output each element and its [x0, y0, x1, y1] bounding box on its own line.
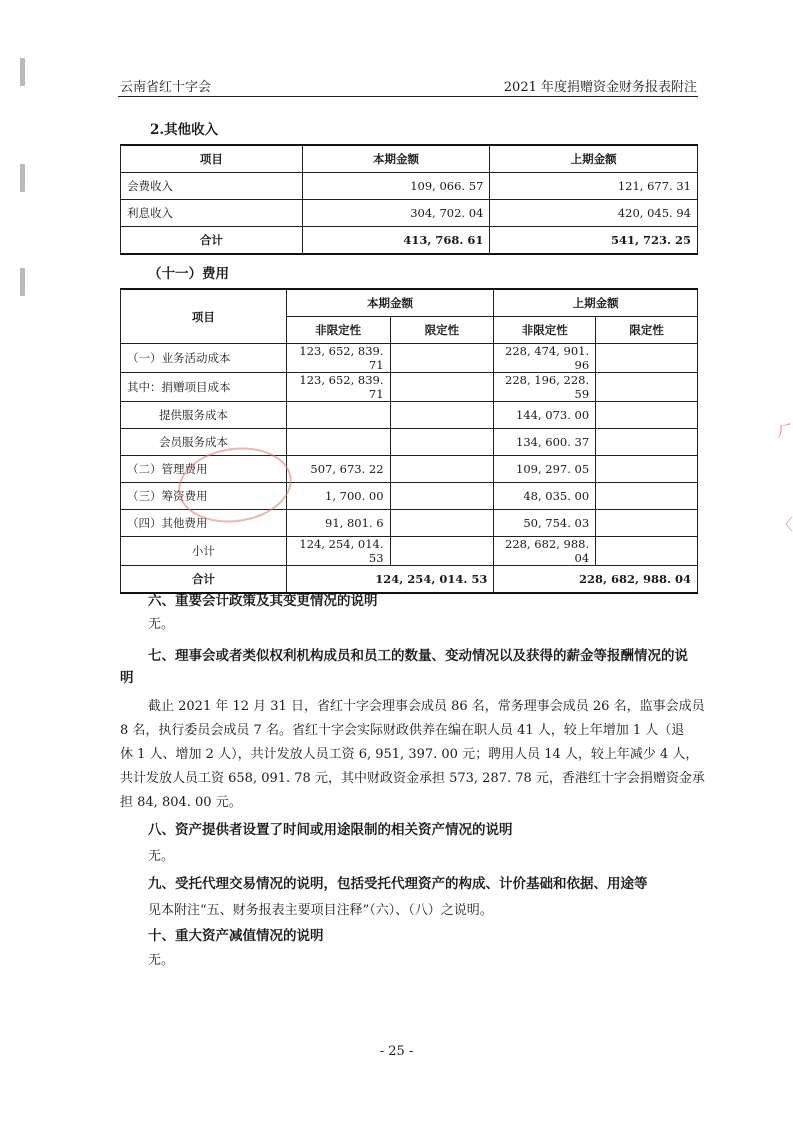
row-current-restricted	[390, 373, 494, 402]
col-header-current: 本期金额	[302, 145, 490, 173]
header-org: 云南省红十字会	[120, 80, 212, 95]
other-income-title: 2.其他收入	[150, 122, 219, 138]
row-current-restricted	[390, 483, 494, 510]
row-current-unrestricted: 507, 673. 22	[286, 456, 390, 483]
row-item: （二）管理费用	[121, 456, 287, 483]
row-previous-restricted	[596, 344, 698, 373]
row-item: 小计	[121, 537, 287, 566]
row-item: （三）筹资费用	[121, 483, 287, 510]
row-previous-restricted	[596, 429, 698, 456]
table-row	[121, 402, 698, 429]
binder-mark	[20, 58, 25, 86]
row-current-restricted	[390, 402, 494, 429]
header-doc-title: 2021 年度捐赠资金财务报表附注	[503, 80, 697, 95]
binder-mark	[20, 268, 25, 296]
row-item: 会员服务成本	[121, 429, 287, 456]
col-header-current: 本期金额	[286, 289, 494, 317]
row-previous-restricted	[596, 402, 698, 429]
section-8-body: 无。	[148, 849, 175, 864]
row-current-unrestricted: 1, 700. 00	[286, 483, 390, 510]
row-item: 利息收入	[121, 200, 303, 227]
row-current-restricted	[390, 344, 494, 373]
page-number: - 25 -	[379, 1044, 414, 1059]
row-previous-unrestricted: 48, 035. 00	[494, 483, 596, 510]
row-previous-unrestricted: 228, 474, 901. 96	[494, 344, 596, 373]
section-10-body: 无。	[148, 953, 175, 968]
subheader-unrestricted: 非限定性	[494, 317, 596, 344]
section-9-title: 九、受托代理交易情况的说明，包括受托代理资产的构成、计价基础和依据、用途等	[148, 876, 648, 892]
total-current: 413, 768. 61	[302, 227, 490, 255]
row-current-unrestricted: 91, 801. 6	[286, 510, 390, 537]
row-item: 其中：捐赠项目成本	[121, 373, 287, 402]
row-previous-unrestricted: 109, 297. 05	[494, 456, 596, 483]
row-item: 会费收入	[121, 173, 303, 200]
table-row	[121, 344, 698, 373]
edge-seal-mark: ⺁	[777, 421, 793, 440]
section-6-body: 无。	[148, 617, 175, 632]
table-row	[121, 429, 698, 456]
row-previous-restricted	[596, 373, 698, 402]
col-header-previous: 上期金额	[494, 289, 698, 317]
row-current-restricted	[390, 510, 494, 537]
table-total-row	[121, 227, 698, 255]
row-item: （四）其他费用	[121, 510, 287, 537]
row-current: 304, 702. 04	[302, 200, 490, 227]
row-current-restricted	[390, 537, 494, 566]
other-income-table	[120, 144, 698, 255]
table-row	[121, 200, 698, 227]
total-label: 合计	[121, 566, 287, 594]
table-header-row	[121, 145, 698, 173]
row-current-unrestricted	[286, 429, 390, 456]
section-7-body-line: 截止 2021 年 12 月 31 日，省红十字会理事会成员 86 名，常务理事会成员 26 名，监事会成员	[148, 699, 705, 714]
edge-seal-mark: 〈	[777, 515, 793, 534]
table-header-row	[121, 289, 698, 317]
row-current-restricted	[390, 429, 494, 456]
section-10-title: 十、重大资产减值情况的说明	[148, 928, 324, 944]
subheader-restricted: 限定性	[390, 317, 494, 344]
table-subtotal-row	[121, 537, 698, 566]
row-previous-restricted	[596, 456, 698, 483]
section-7-body-line: 休 1 人、增加 2 人），共计发放人员工资 6, 951, 397. 00 元；聘用人员 14 人，较上年减少 4 人，	[120, 747, 699, 762]
section-9-body: 见本附注“五、财务报表主要项目注释”（六）、（八）之说明。	[148, 903, 493, 918]
row-previous: 121, 677. 31	[490, 173, 698, 200]
total-previous: 541, 723. 25	[490, 227, 698, 255]
expenses-table	[120, 288, 698, 594]
row-current-unrestricted: 123, 652, 839. 71	[286, 344, 390, 373]
binder-mark	[20, 164, 25, 192]
section-7-body-line: 8 名，执行委员会成员 7 名。省红十字会实际财政供养在编在职人员 41 人，较上年增加 1 人（退	[120, 723, 685, 738]
total-current: 124, 254, 014. 53	[286, 566, 494, 594]
subheader-restricted: 限定性	[596, 317, 698, 344]
row-previous-restricted	[596, 537, 698, 566]
row-previous-unrestricted: 228, 196, 228. 59	[494, 373, 596, 402]
expenses-title: （十一）费用	[148, 266, 229, 282]
col-header-item: 项目	[121, 145, 303, 173]
header-rule	[118, 96, 698, 97]
row-current-unrestricted: 124, 254, 014. 53	[286, 537, 390, 566]
section-6-title: 六、重要会计政策及其变更情况的说明	[148, 593, 378, 609]
row-previous-unrestricted: 144, 073. 00	[494, 402, 596, 429]
section-7-title: 七、理事会或者类似权利机构成员和员工的数量、变动情况以及获得的薪金等报酬情况的说	[148, 648, 688, 664]
subheader-unrestricted: 非限定性	[286, 317, 390, 344]
row-current: 109, 066. 57	[302, 173, 490, 200]
row-item: 提供服务成本	[121, 402, 287, 429]
row-item: （一）业务活动成本	[121, 344, 287, 373]
section-8-title: 八、资产提供者设置了时间或用途限制的相关资产情况的说明	[148, 822, 513, 838]
row-current-unrestricted: 123, 652, 839. 71	[286, 373, 390, 402]
section-7-body-line: 担 84, 804. 00 元。	[120, 795, 242, 810]
row-previous-unrestricted: 134, 600. 37	[494, 429, 596, 456]
total-previous: 228, 682, 988. 04	[494, 566, 698, 594]
section-7-title-cont: 明	[120, 670, 134, 686]
col-header-item: 项目	[121, 289, 287, 344]
section-7-body-line: 共计发放人员工资 658, 091. 78 元，其中财政资金承担 573, 287. 78 元，香港红十字会捐赠资金承	[120, 771, 705, 786]
total-label: 合计	[121, 227, 303, 255]
row-current-restricted	[390, 456, 494, 483]
table-row	[121, 173, 698, 200]
row-previous-unrestricted: 228, 682, 988. 04	[494, 537, 596, 566]
col-header-previous: 上期金额	[490, 145, 698, 173]
row-previous-restricted	[596, 510, 698, 537]
row-previous-restricted	[596, 483, 698, 510]
row-current-unrestricted	[286, 402, 390, 429]
row-previous: 420, 045. 94	[490, 200, 698, 227]
table-row	[121, 373, 698, 402]
row-previous-unrestricted: 50, 754. 03	[494, 510, 596, 537]
